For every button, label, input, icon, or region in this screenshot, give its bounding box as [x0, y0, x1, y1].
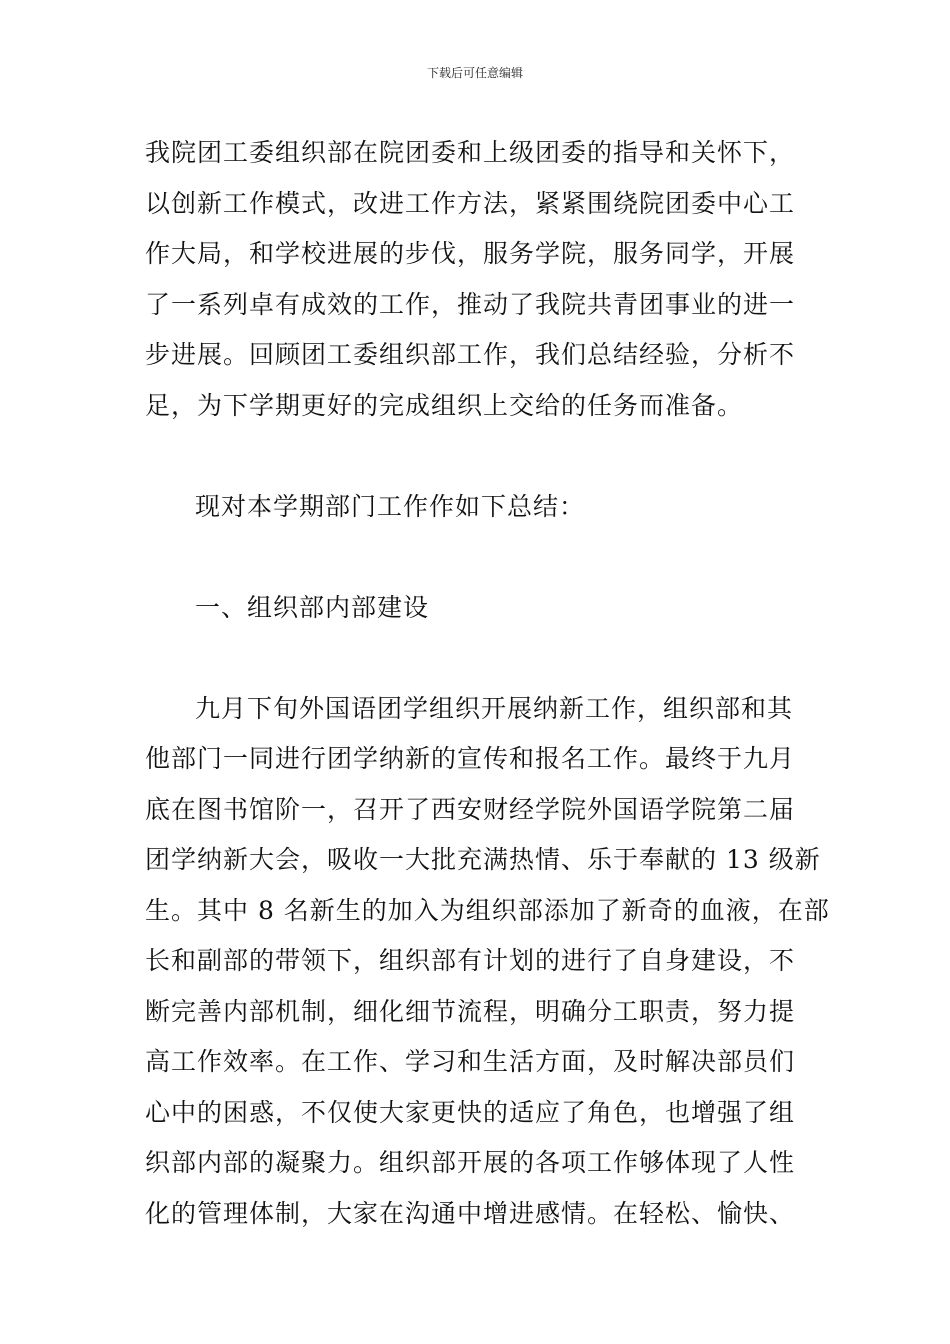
paragraph-line: 以创新工作模式，改进工作方法，紧紧围绕院团委中心工 — [145, 188, 796, 218]
paragraph-line: 足，为下学期更好的完成组织上交给的任务而准备。 — [145, 390, 744, 420]
paragraph-gap — [145, 532, 810, 583]
paragraph-line: 了一系列卓有成效的工作，推动了我院共青团事业的进一 — [145, 289, 796, 319]
section-heading: 一、组织部内部建设 — [195, 592, 430, 622]
paragraph-line: 他部门一同进行团学纳新的宣传和报名工作。最终于九月 — [145, 744, 796, 773]
document-body — [145, 128, 830, 1239]
paragraph-line: 生。其中 8 名新生的加入为组织部添加了新奇的血液，在部 — [145, 895, 830, 925]
paragraph-line: 织部内部的凝聚力。组织部开展的各项工作够体现了人性 — [145, 1148, 796, 1177]
paragraph-line: 团学纳新大会，吸收一大批充满热情、乐于奉献的 13 级新 — [145, 845, 821, 874]
paragraph-line: 我院团工委组织部在院团委和上级团委的指导和关怀下， — [145, 138, 796, 167]
paragraph-line: 长和副部的带领下，组织部有计划的进行了自身建设，不 — [145, 946, 796, 975]
page-header-note: 下载后可任意编辑 — [426, 66, 523, 80]
paragraph-line: 步进展。回顾团工委组织部工作，我们总结经验，分析不 — [145, 340, 796, 369]
summary-intro-line: 现对本学期部门工作作如下总结： — [195, 491, 586, 521]
paragraph-line: 心中的困惑，不仅使大家更快的适应了角色，也增强了组 — [145, 1097, 796, 1127]
paragraph-line: 断完善内部机制，细化细节流程，明确分工职责，努力提 — [145, 996, 796, 1026]
paragraph-line: 九月下旬外国语团学组织开展纳新工作，组织部和其 — [195, 693, 794, 723]
paragraph-gap — [145, 633, 810, 684]
paragraph-gap — [145, 431, 810, 482]
paragraph-line: 作大局，和学校进展的步伐，服务学院，服务同学，开展 — [145, 239, 796, 268]
paragraph-line: 高工作效率。在工作、学习和生活方面，及时解决部员们 — [145, 1047, 796, 1076]
paragraph-line: 底在图书馆阶一，召开了西安财经学院外国语学院第二届 — [145, 794, 796, 824]
paragraph-line: 化的管理体制，大家在沟通中增进感情。在轻松、愉快、 — [145, 1198, 796, 1228]
